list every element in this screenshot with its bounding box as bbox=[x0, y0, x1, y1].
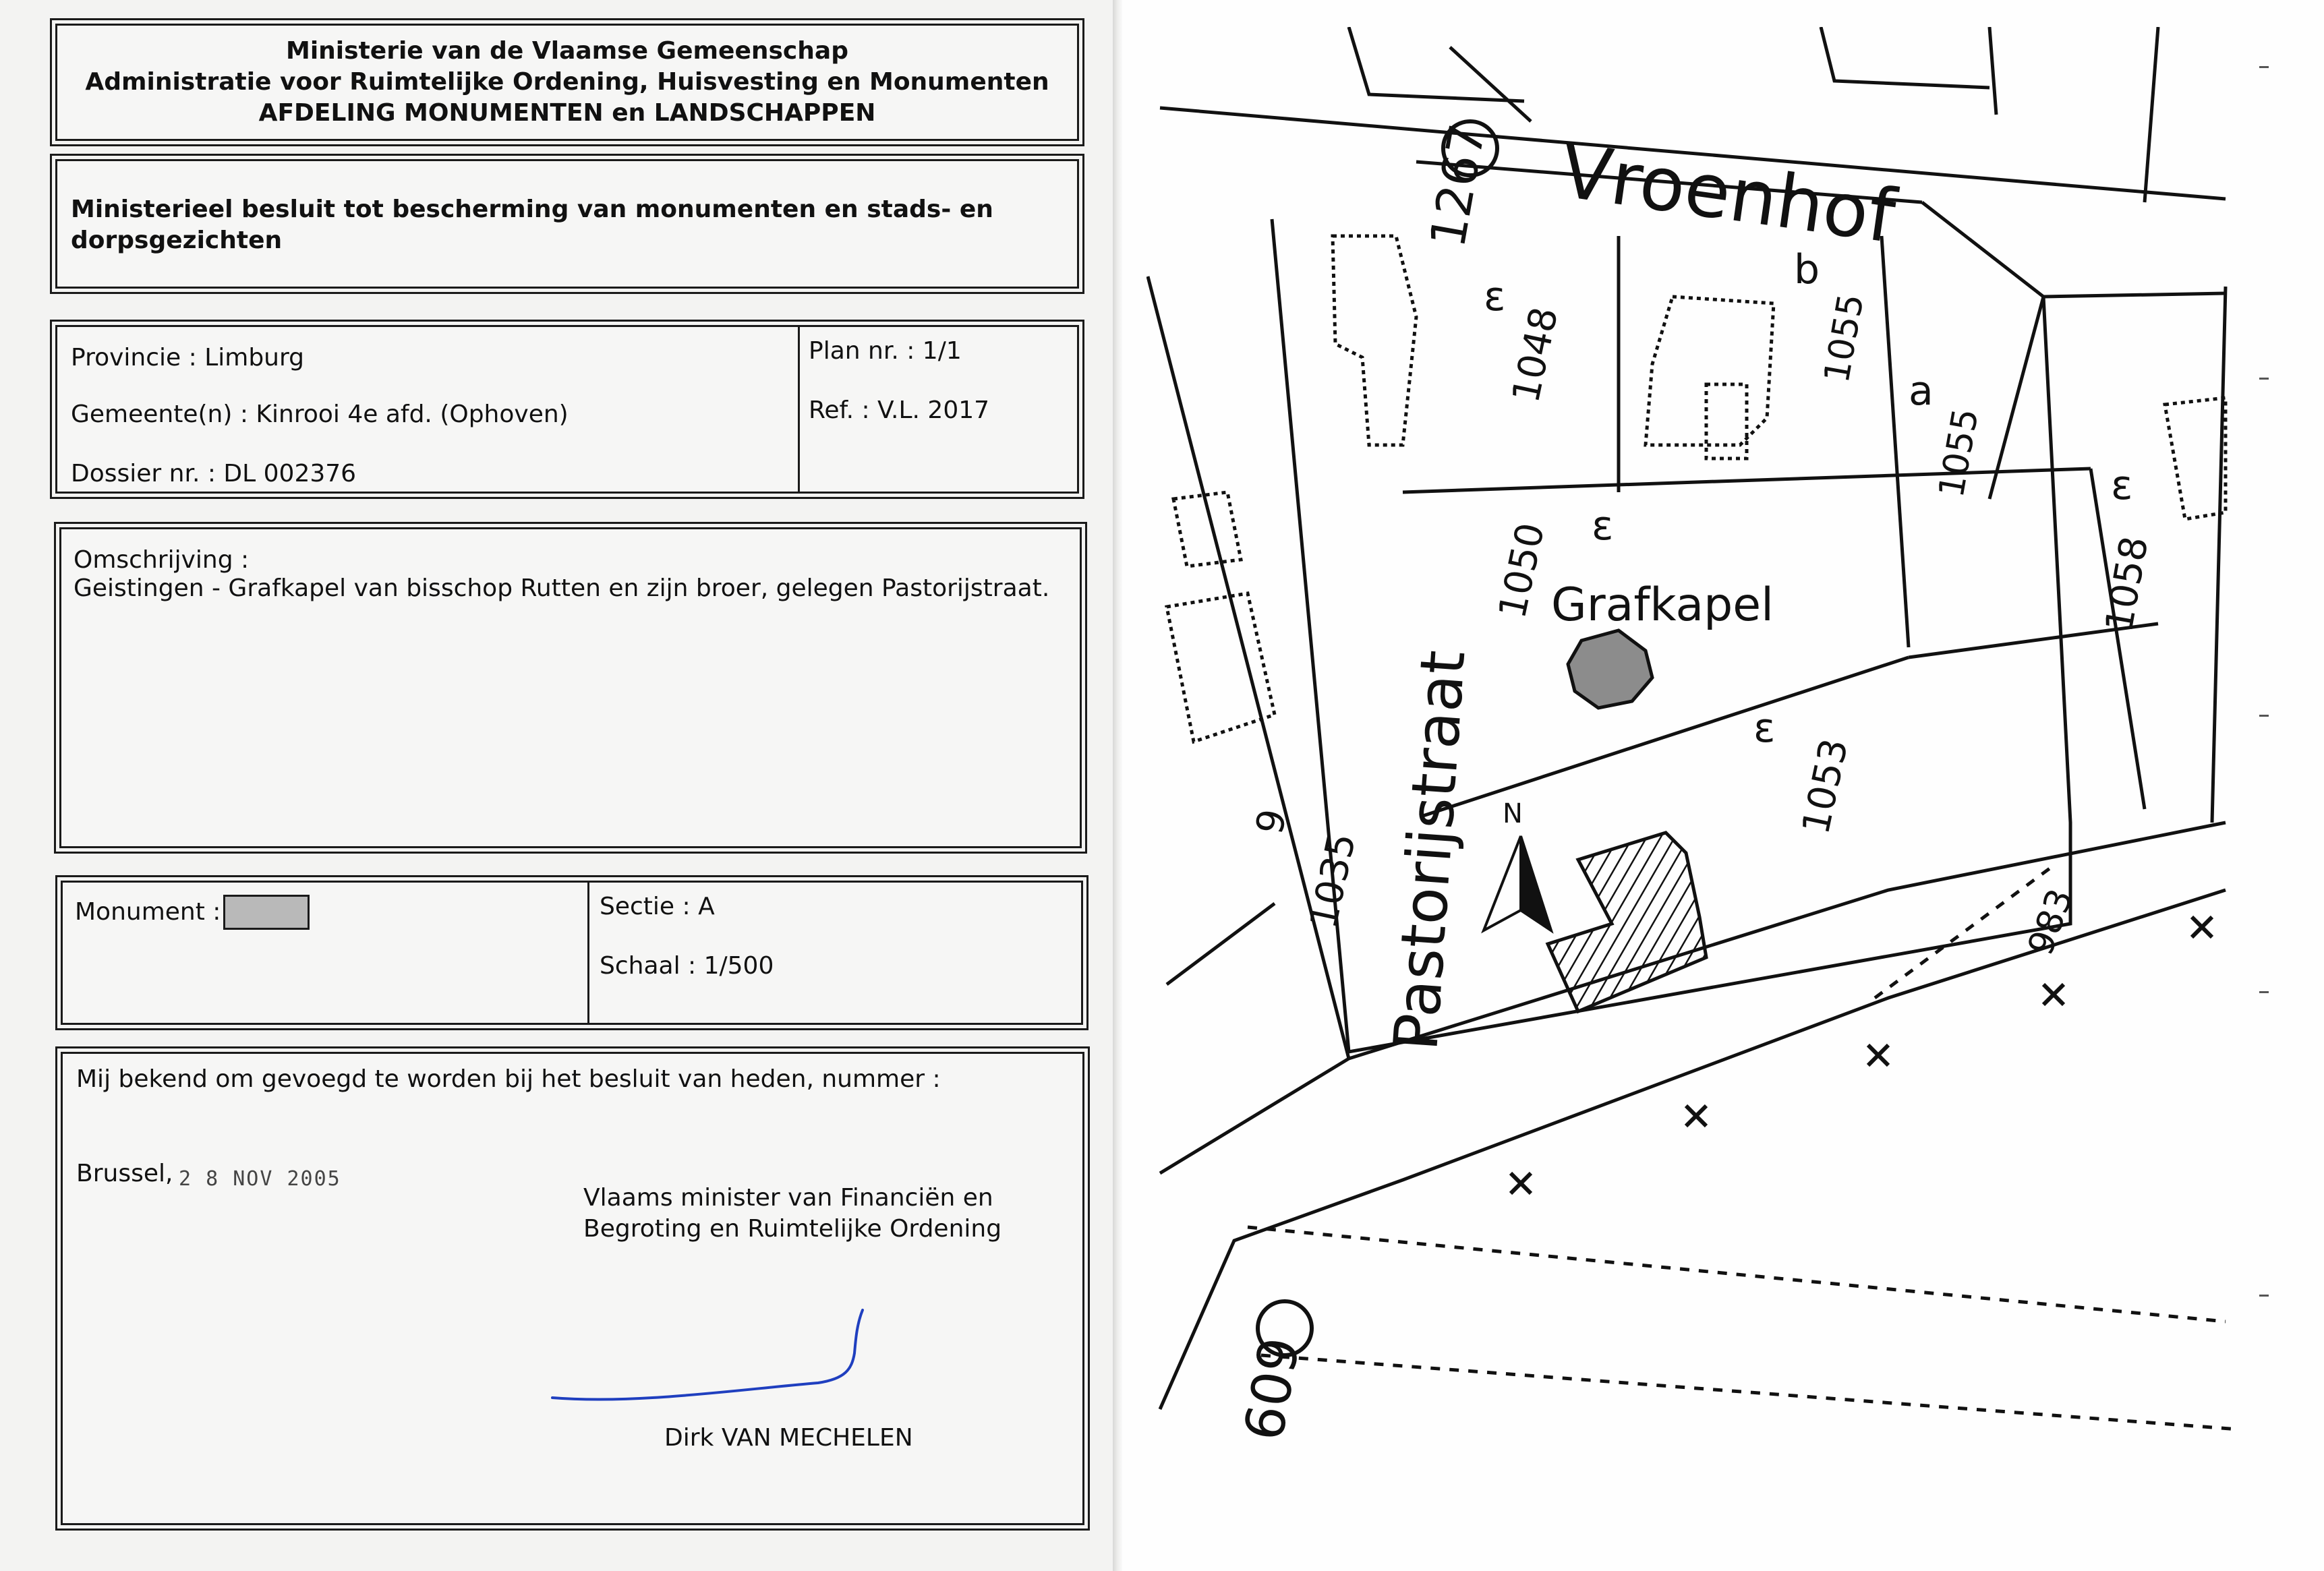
parcel-1267: 1267 bbox=[1419, 119, 1497, 251]
section-field: Sectie : A bbox=[600, 893, 715, 920]
section-mark-1: ε bbox=[1484, 273, 1506, 320]
scan-edge-mark bbox=[2259, 1295, 2269, 1297]
parcel-1053: 1053 bbox=[1794, 734, 1857, 838]
place-field: Brussel, bbox=[76, 1160, 173, 1187]
description-label: Omschrijving : bbox=[74, 546, 250, 574]
date-stamp: 2 8 NOV 2005 bbox=[179, 1167, 341, 1191]
monument-legend-label: Monument : bbox=[75, 898, 221, 926]
minister-title-line2: Begroting en Ruimtelijke Ordening bbox=[583, 1215, 1002, 1243]
decree-box bbox=[55, 159, 1079, 289]
street-pastorijstraat: Pastorijstraat bbox=[1381, 648, 1480, 1053]
page-fold bbox=[1113, 0, 1122, 1571]
section-mark-5: ε bbox=[2111, 462, 2133, 509]
plan-number-field: Plan nr. : 1/1 bbox=[809, 337, 962, 365]
parcel-609: 609 bbox=[1232, 1332, 1312, 1446]
department-name: AFDELING MONUMENTEN en LANDSCHAPPEN bbox=[258, 99, 876, 127]
north-label: N bbox=[1503, 798, 1523, 829]
dossier-field: Dossier nr. : DL 002376 bbox=[71, 460, 357, 487]
monument-legend-swatch bbox=[223, 895, 310, 930]
parcel-a: a bbox=[1909, 367, 1934, 415]
parcel-1055-a: 1055 bbox=[1931, 405, 1987, 501]
street-vroenhof: Vroenhof bbox=[1555, 127, 1900, 260]
decree-title-line2: dorpsgezichten bbox=[71, 227, 283, 254]
minister-name: Dirk VAN MECHELEN bbox=[664, 1424, 913, 1452]
dossier-info-box bbox=[55, 325, 1079, 494]
grafkapel-monument bbox=[1568, 630, 1652, 708]
handwritten-signature bbox=[535, 1297, 885, 1418]
reference-field: Ref. : V.L. 2017 bbox=[809, 396, 990, 424]
house-hatched bbox=[1548, 833, 1706, 1011]
info-divider bbox=[798, 327, 800, 492]
description-text: Geistingen - Grafkapel van bisschop Rutten en zijn broer, gelegen Pastorijstraat. bbox=[74, 574, 1050, 602]
minister-title-line1: Vlaams minister van Financiën en bbox=[583, 1184, 993, 1212]
ministry-header bbox=[55, 24, 1079, 141]
parcel-1050: 1050 bbox=[1490, 518, 1554, 622]
description-box bbox=[59, 527, 1082, 848]
acknowledgement-text: Mij bekend om gevoegd te worden bij het besluit van heden, nummer : bbox=[76, 1065, 941, 1093]
grafkapel-label: Grafkapel bbox=[1551, 579, 1774, 632]
parcel-983: 983 bbox=[2020, 883, 2082, 961]
parcel-1048: 1048 bbox=[1504, 303, 1567, 407]
scale-field: Schaal : 1/500 bbox=[600, 952, 774, 980]
decree-title-line1: Ministerieel besluit tot bescherming van monumenten en stads- en bbox=[71, 196, 993, 223]
scan-edge-mark bbox=[2259, 991, 2269, 993]
gemeente-field: Gemeente(n) : Kinrooi 4e afd. (Ophoven) bbox=[71, 401, 569, 428]
provincie-field: Provincie : Limburg bbox=[71, 344, 305, 372]
administration-name: Administratie voor Ruimtelijke Ordening, Huisvesting en Monumenten bbox=[85, 68, 1049, 96]
legend-box bbox=[61, 881, 1083, 1025]
parcel-1035: 1035 bbox=[1302, 829, 1365, 932]
parcel-1058: 1058 bbox=[2097, 533, 2157, 636]
signature-box bbox=[61, 1052, 1084, 1525]
ministry-name: Ministerie van de Vlaamse Gemeenschap bbox=[286, 37, 848, 65]
parcel-9: 9 bbox=[1248, 805, 1296, 838]
parcel-1055-b: 1055 bbox=[1816, 291, 1872, 386]
scan-edge-mark bbox=[2259, 715, 2269, 717]
cadastral-map bbox=[1146, 27, 2239, 1531]
section-mark-4: ε bbox=[1753, 705, 1776, 752]
scan-edge-mark bbox=[2259, 66, 2269, 68]
scan-edge-mark bbox=[2259, 378, 2269, 380]
north-arrow-icon bbox=[1484, 836, 1551, 930]
section-mark-3: ε bbox=[1592, 502, 1614, 550]
legend-divider bbox=[587, 883, 589, 1023]
section-mark-2: b bbox=[1794, 246, 1820, 293]
